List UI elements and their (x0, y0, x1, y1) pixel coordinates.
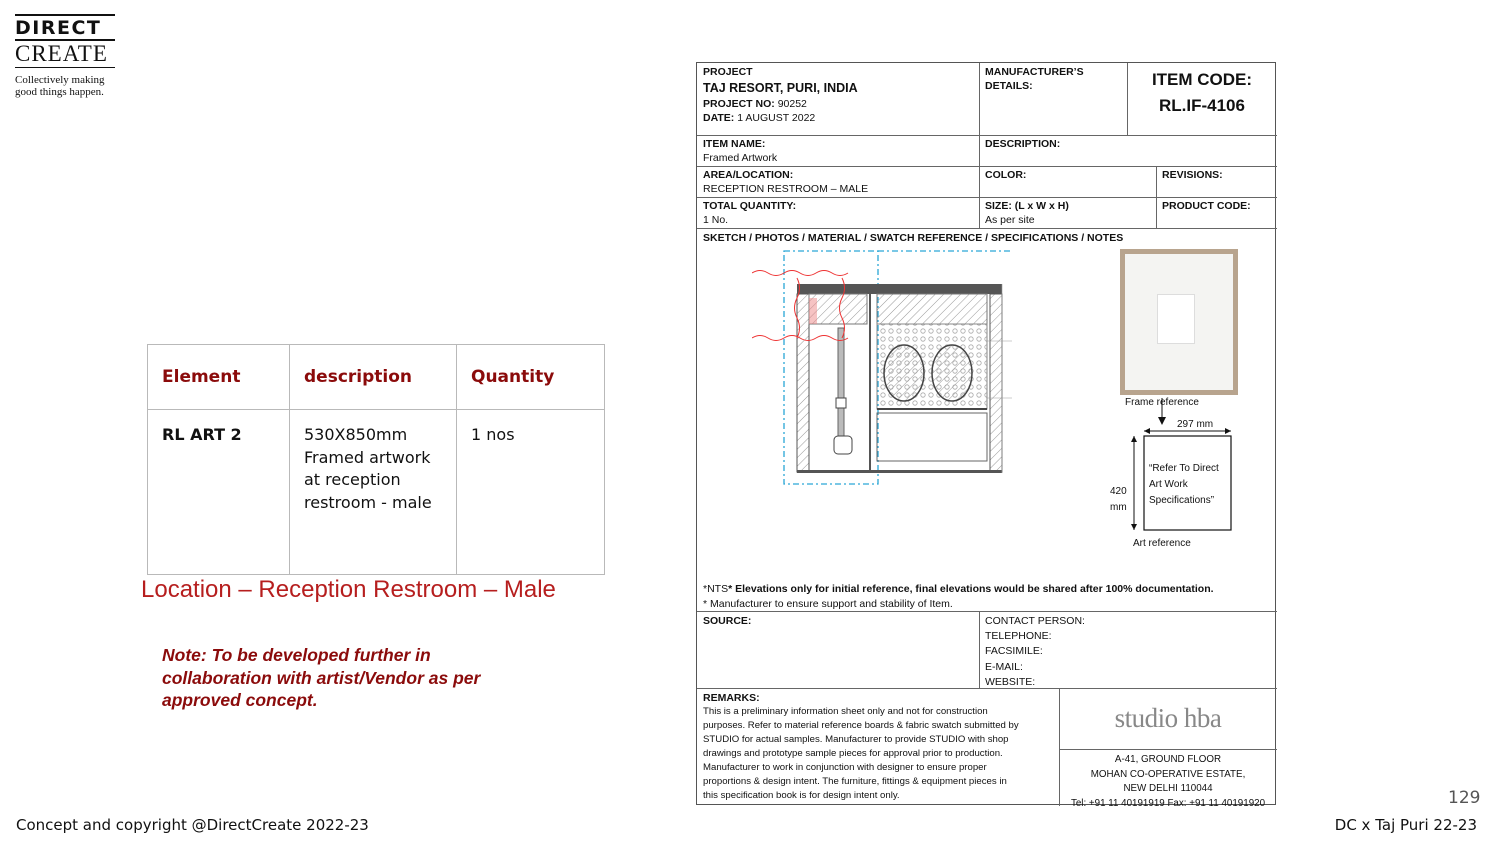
contact-cell: CONTACT PERSON: TELEPHONE: FACSIMILE: E-MAIL: WEBSITE: (985, 615, 1085, 688)
quantity-cell: TOTAL QUANTITY: 1 No. (703, 200, 797, 226)
element-table (147, 344, 605, 575)
description-cell: DESCRIPTION: (985, 138, 1061, 150)
logo-line2: CREATE (15, 41, 115, 68)
manufacturer-cell: MANUFACTURER’S DETAILS: (985, 66, 1084, 92)
product-code-cell: PRODUCT CODE: (1162, 200, 1251, 212)
address-cell: A-41, GROUND FLOOR MOHAN CO-OPERATIVE ESTATE, NEW DELHI 110044 Tel: +91 11 40191919 Fax: +91 11 40191920 (1070, 754, 1266, 809)
remarks-cell: REMARKS: This is a preliminary information sheet only and not for construction purposes. Refer to material reference boards & fabric swatch submitted by STUDIO for actual samples. Manufacturer to provide STUDIO with shop drawings and prototype sample pieces for approval prior to production. Manufacturer to work in conjunction with designer to ensure proper proportions & design intent. The furniture, fittings & equipment pieces in this specification book is for design intent only. (703, 692, 1019, 801)
color-cell: COLOR: (985, 169, 1027, 181)
header-element: Element (148, 345, 290, 410)
art-spec-text: “Refer To Direct Art Work Specifications” (1149, 463, 1219, 506)
footer-project: DC x Taj Puri 22-23 (1334, 816, 1477, 834)
note-text: Note: To be developed further in collaboration with artist/Vendor as per approved concept. (162, 645, 481, 710)
dim-width: 297 mm (1177, 419, 1214, 430)
header-description: description (290, 345, 457, 410)
dim-height: 420 mm (1110, 486, 1127, 513)
frame-reference-image (1120, 249, 1238, 395)
logo-tagline: Collectively making good things happen. (15, 74, 105, 98)
table-header-row (148, 345, 605, 410)
sketch-heading: SKETCH / PHOTOS / MATERIAL / SWATCH REFERENCE / SPECIFICATIONS / NOTES (703, 232, 1124, 244)
studio-logo: studio hba (1114, 703, 1222, 733)
cell-quantity: 1 nos (457, 410, 605, 575)
cell-description: 530X850mm Framed artwork at reception restroom - male (290, 410, 457, 575)
spec-sheet (696, 62, 1276, 809)
item-code: RL.IF-4106 (1159, 96, 1245, 115)
frame-reference-label: Frame reference (1125, 397, 1199, 408)
table-row (148, 410, 605, 575)
area-cell: AREA/LOCATION: RECEPTION RESTROOM – MALE (703, 169, 869, 195)
item-code-cell: ITEM CODE: RL.IF-4106 (1127, 65, 1277, 121)
nts-notes: *NTS* Elevations only for initial reference, final elevations would be shared after 100% documentation. * Manufacturer to ensure support and stability of Item. (703, 583, 1214, 610)
item-name-cell: ITEM NAME: Framed Artwork (703, 138, 778, 164)
logo (15, 14, 115, 98)
revisions-cell: REVISIONS: (1162, 169, 1223, 181)
footer-copyright: Concept and copyright @DirectCreate 2022-23 (16, 816, 369, 834)
source-cell: SOURCE: (703, 615, 752, 627)
logo-line1: DIRECT (15, 14, 115, 41)
cell-element: RL ART 2 (148, 410, 290, 575)
project-cell: PROJECT TAJ RESORT, PURI, INDIA PROJECT NO: 90252 DATE: 1 AUGUST 2022 (697, 63, 979, 127)
header-quantity: Quantity (457, 345, 605, 410)
elevation-drawing (752, 248, 1012, 488)
art-reference-label: Art reference (1133, 538, 1191, 549)
project-name: TAJ RESORT, PURI, INDIA (703, 81, 858, 95)
size-cell: SIZE: (L x W x H) As per site (985, 200, 1069, 226)
location-caption: Location – Reception Restroom – Male (141, 576, 556, 603)
page-number: 129 (1448, 788, 1481, 808)
